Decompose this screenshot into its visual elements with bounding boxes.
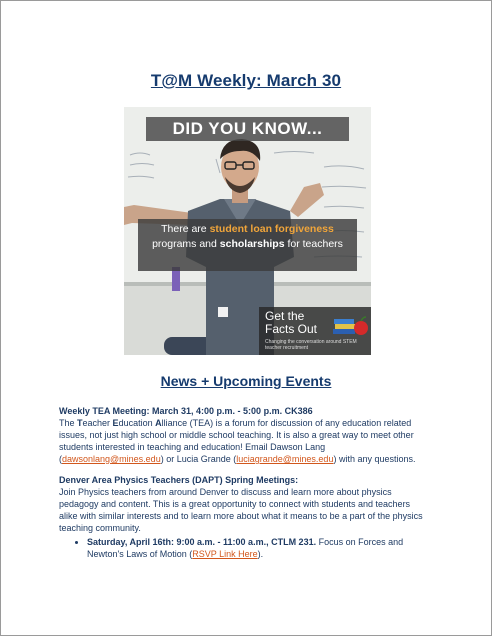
message-bold: scholarships — [219, 238, 285, 250]
news-section-heading: News + Upcoming Events — [160, 373, 332, 389]
news-content — [59, 405, 431, 569]
message-text: programs and — [152, 238, 220, 250]
message-highlight: student loan forgiveness — [209, 223, 334, 235]
tea-meeting-heading: Weekly TEA Meeting: March 31, 4:00 p.m. - 5:00 p.m. CK386 — [59, 406, 313, 416]
get-the-facts-out-badge — [259, 307, 371, 355]
tea-meeting-block — [59, 405, 431, 465]
loan-forgiveness-message — [138, 219, 357, 271]
dawson-email-link[interactable]: dawsonlang@mines.edu — [62, 454, 161, 464]
hero-image — [124, 107, 371, 355]
message-text: There are — [161, 223, 210, 235]
dapt-event-list — [59, 536, 431, 560]
dapt-heading: Denver Area Physics Teachers (DAPT) Spring Meetings: — [59, 475, 299, 485]
newsletter-title: T@M Weekly: March 30 — [150, 71, 342, 90]
dapt-event-item: • Saturday, April 16th: 9:00 a.m. - 11:00 a.m., CTLM 231. Focus on Forces and Newton's Laws of Motion (RSVP Link Here). — [87, 536, 431, 560]
dapt-block — [59, 474, 431, 560]
tea-meeting-body: The Teacher Education Alliance (TEA) is a forum for discussion of any education related issues, not just high school or middle school teaching. It is also a great way to meet other students interested in teaching and education! Email Dawson Lang (dawsonlang@mines.edu) or Lucia Grande (luciagrande@mines.edu) with any questions. — [59, 418, 416, 464]
lucia-email-link[interactable]: luciagrande@mines.edu — [236, 454, 334, 464]
facts-title: Get the Facts Out — [265, 309, 318, 336]
books-apple-icon — [333, 313, 369, 339]
facts-subtitle: Changing the conversation around STEM teacher recruitment — [265, 339, 357, 351]
dapt-body: Join Physics teachers from around Denver to discuss and learn more about physics pedagogy and content. This is a great opportunity to connect with students and teachers alike with similar interests and to learn more about what it means to be a part of the physics teaching community. — [59, 487, 423, 533]
message-text: for teachers — [284, 238, 343, 250]
did-you-know-banner: DID YOU KNOW... — [146, 117, 349, 141]
rsvp-link[interactable]: RSVP Link Here — [192, 549, 258, 559]
